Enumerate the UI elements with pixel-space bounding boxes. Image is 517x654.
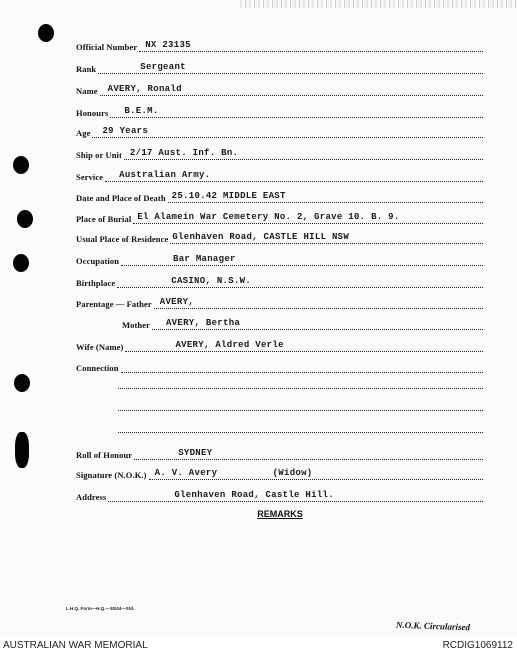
punch-hole bbox=[17, 210, 33, 228]
field-label: Official Number bbox=[76, 42, 138, 52]
field-line bbox=[92, 126, 483, 138]
field-label: Name bbox=[76, 86, 98, 96]
field-line bbox=[121, 254, 483, 266]
field-label: Roll of Honour bbox=[76, 450, 133, 460]
field-label: Age bbox=[76, 128, 91, 138]
field-date-place-of-death bbox=[76, 189, 483, 203]
punch-hole bbox=[13, 156, 29, 174]
field-line bbox=[134, 448, 483, 460]
field-age bbox=[76, 124, 483, 138]
field-label: Ship or Unit bbox=[76, 150, 122, 160]
field-value: Australian Army. bbox=[119, 170, 211, 180]
field-value: 25.10.42 MIDDLE EAST bbox=[171, 191, 286, 201]
field-label: Parentage — Father bbox=[76, 299, 152, 309]
field-label: Birthplace bbox=[76, 278, 116, 288]
field-line bbox=[170, 232, 483, 244]
field-line bbox=[139, 40, 483, 52]
field-label: Mother bbox=[122, 320, 150, 330]
field-label: Date and Place of Death bbox=[76, 193, 166, 203]
field-value: SYDNEY bbox=[178, 448, 213, 458]
connection-line bbox=[118, 410, 483, 411]
remarks-heading: REMARKS bbox=[257, 509, 303, 519]
field-service bbox=[76, 168, 483, 182]
punch-hole bbox=[15, 432, 29, 468]
field-label: Signature (N.O.K.) bbox=[76, 470, 147, 480]
field-value: A. V. Avery bbox=[154, 468, 218, 478]
field-value: NX 23135 bbox=[145, 40, 191, 50]
field-value: Glenhaven Road, CASTLE HILL NSW bbox=[172, 232, 350, 242]
scan-noise bbox=[240, 0, 517, 8]
field-name bbox=[76, 82, 483, 96]
field-value: Glenhaven Road, Castle Hill. bbox=[174, 490, 334, 500]
field-line bbox=[133, 212, 483, 224]
field-rank bbox=[76, 60, 483, 74]
field-label: Address bbox=[76, 492, 107, 502]
field-value: B.E.M. bbox=[124, 106, 159, 116]
field-line bbox=[168, 191, 483, 203]
field-mother bbox=[122, 316, 483, 330]
field-value: AVERY, bbox=[159, 297, 194, 307]
field-line bbox=[105, 170, 483, 182]
field-line bbox=[125, 340, 483, 352]
field-label: Place of Burial bbox=[76, 214, 132, 224]
field-wife-name bbox=[76, 338, 483, 352]
field-value: Bar Manager bbox=[173, 254, 236, 264]
field-occupation bbox=[76, 252, 483, 266]
field-value: AVERY, Bertha bbox=[165, 318, 241, 328]
footer-institution: AUSTRALIAN WAR MEMORIAL bbox=[3, 640, 148, 651]
punch-hole bbox=[14, 374, 30, 392]
footer-record-id: RCDIG1069112 bbox=[442, 640, 513, 651]
field-line bbox=[152, 318, 483, 330]
connection-line bbox=[118, 432, 483, 433]
punch-hole bbox=[13, 254, 29, 272]
field-ship-or-unit bbox=[76, 146, 483, 160]
field-honours bbox=[76, 104, 483, 118]
field-roll-of-honour bbox=[76, 446, 483, 460]
field-value: CASINO, N.S.W. bbox=[171, 276, 252, 286]
field-label: Occupation bbox=[76, 256, 120, 266]
field-label: Connection bbox=[76, 363, 119, 373]
field-label: Usual Place of Residence bbox=[76, 234, 169, 244]
field-label: Wife (Name) bbox=[76, 342, 124, 352]
field-label: Honours bbox=[76, 108, 109, 118]
field-connection bbox=[76, 359, 483, 373]
field-value: 2/17 Aust. Inf. Bn. bbox=[129, 148, 239, 158]
field-line bbox=[108, 490, 483, 502]
field-signature-nok bbox=[76, 466, 483, 480]
field-value: AVERY, Aldred Verle bbox=[175, 340, 284, 350]
field-place-of-burial bbox=[76, 210, 483, 224]
field-father bbox=[76, 295, 483, 309]
circularised-stamp: N.O.K. Circularised bbox=[395, 619, 471, 633]
punch-hole bbox=[38, 24, 54, 42]
field-line bbox=[117, 276, 483, 288]
field-value: Sergeant bbox=[140, 62, 186, 72]
field-line bbox=[154, 297, 483, 309]
field-value: AVERY, Ronald bbox=[107, 84, 182, 94]
field-line bbox=[110, 106, 483, 118]
field-line bbox=[98, 62, 483, 74]
field-value: El Alamein War Cemetery No. 2, Grave 10. B. 9. bbox=[137, 212, 400, 222]
field-birthplace bbox=[76, 274, 483, 288]
field-usual-residence bbox=[76, 230, 483, 244]
field-address bbox=[76, 488, 483, 502]
field-line bbox=[100, 84, 483, 96]
field-label: Rank bbox=[76, 64, 97, 74]
connection-line bbox=[118, 388, 483, 389]
field-line bbox=[124, 148, 483, 160]
archive-footer bbox=[0, 638, 517, 654]
field-official-number bbox=[76, 38, 483, 52]
field-line bbox=[149, 468, 483, 480]
form-reference: L.H.Q. Form—H.Q.—30/44—Std. bbox=[66, 606, 135, 611]
field-label: Service bbox=[76, 172, 104, 182]
field-value: 29 Years bbox=[102, 126, 149, 136]
field-value-relationship: (Widow) bbox=[272, 468, 313, 478]
field-line bbox=[121, 361, 483, 373]
